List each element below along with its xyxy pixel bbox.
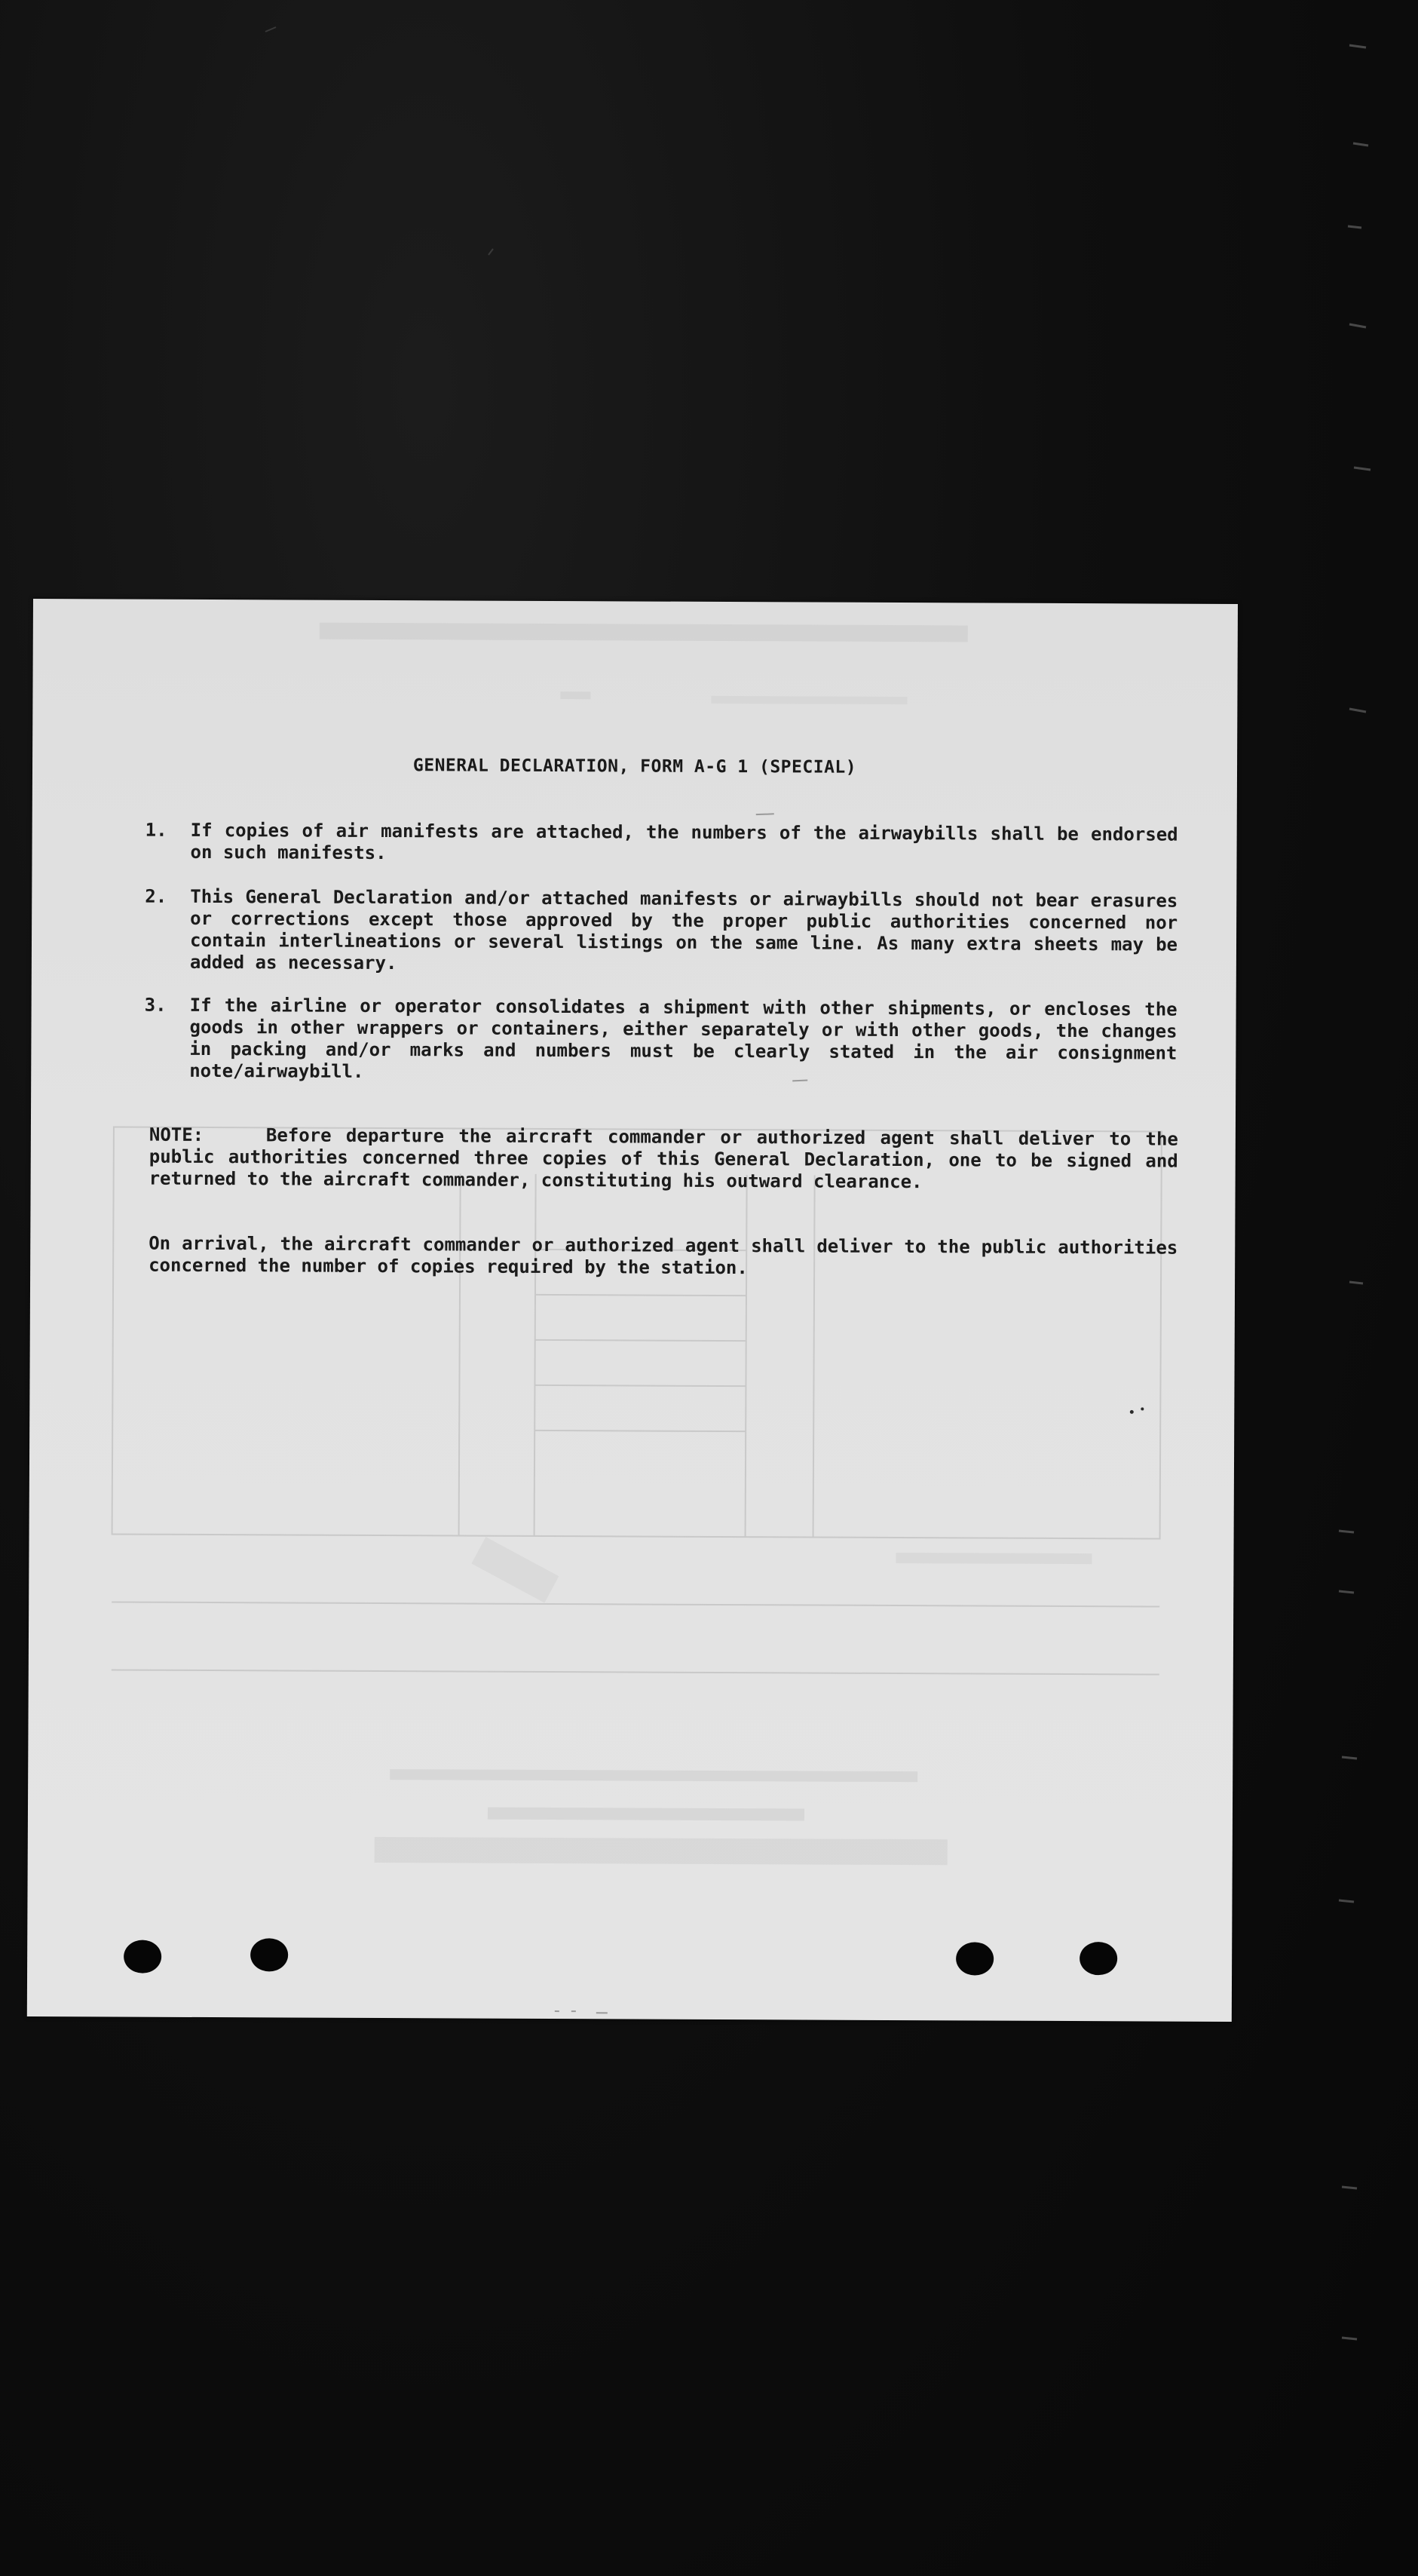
note-text: Before departure the aircraft commander or authorized agent shall deliver to the public authorities concerned three copies of this General Declaration, one to be signed and returned to the aircraft commander, constituting his outward clearance. [149, 1124, 1178, 1193]
arrival-note: On arrival, the aircraft commander or authorized agent shall deliver to the public authorities concerned the number of copies required by the station. [149, 1232, 1178, 1279]
punch-hole [1080, 1942, 1117, 1975]
item-text: If copies of air manifests are attached, the numbers of the airwaybills shall be endorsed on such manifests. [190, 819, 1178, 864]
item-text: If the airline or operator consolidates a shipment with other shipments, or encloses the goods in other wrappers or containers, either separately or with other goods, the changes in packing and/or marks and numbers must be clearly stated in the air consignment note/airwaybill. [189, 994, 1178, 1082]
note-label: NOTE: [149, 1124, 204, 1145]
document-sheet [27, 599, 1238, 2022]
item-number: 1. [145, 819, 167, 841]
punch-hole [250, 1938, 288, 1971]
item-number: 2. [145, 885, 167, 907]
item-number: 3. [144, 994, 167, 1016]
item-text: This General Declaration and/or attached manifests or airwaybills should not bear erasures or corrections except those approved by the proper public authorities concerned nor contain interlineations or several listings on the same line. As many extra sheets may be added as necessary. [189, 885, 1178, 974]
departure-note [149, 1124, 1178, 1194]
punch-hole [956, 1942, 994, 1975]
punch-hole [124, 1940, 161, 1973]
show-through-ghost-form [27, 599, 1238, 2022]
form-title: GENERAL DECLARATION, FORM A-G 1 (SPECIAL) [412, 756, 857, 777]
